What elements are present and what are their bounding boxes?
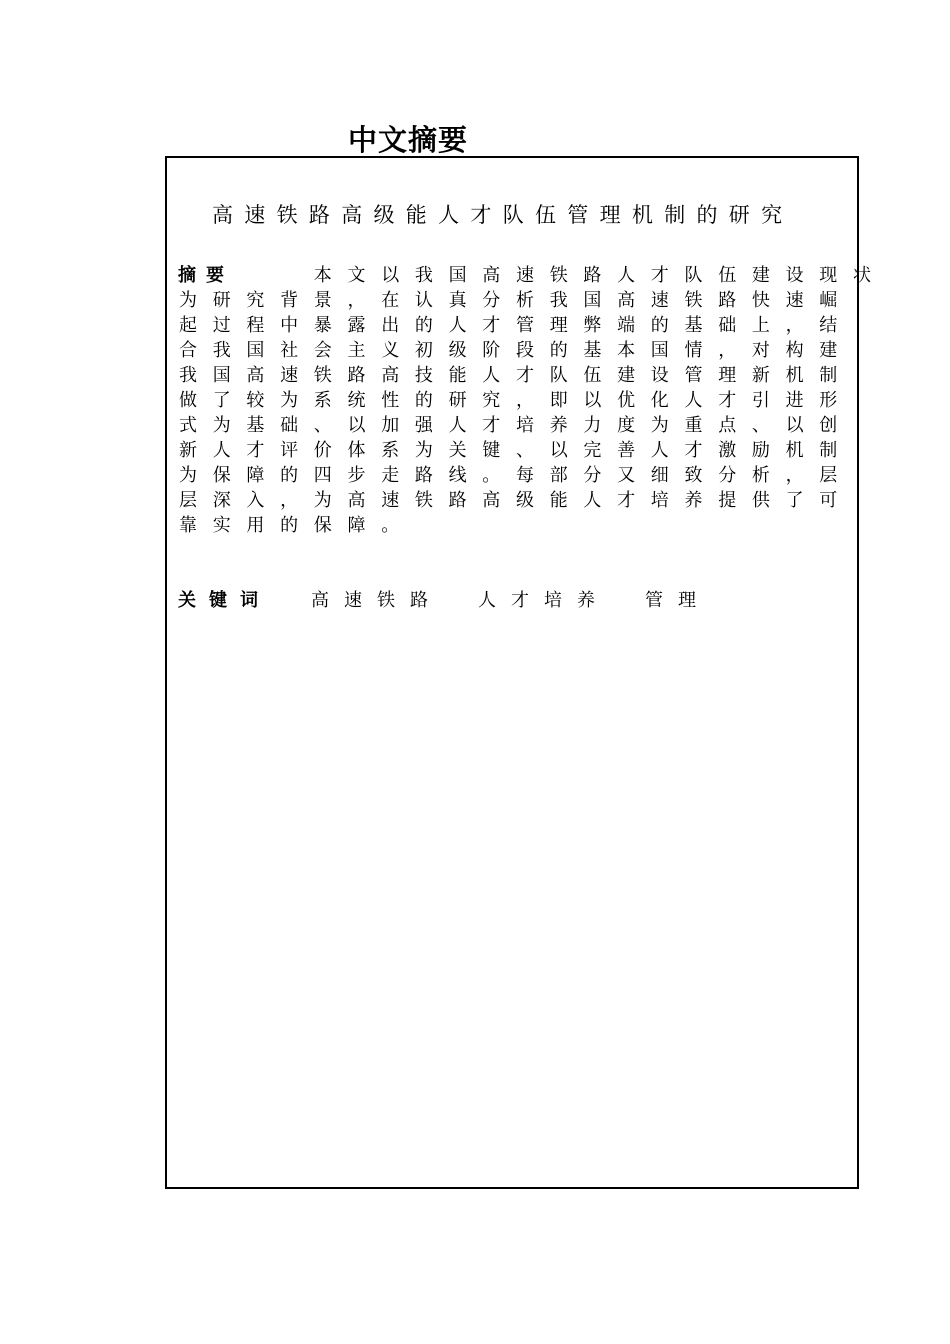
abstract-char: 靠 (179, 515, 197, 536)
abstract-char: 管 (684, 365, 703, 386)
abstract-char: 培 (650, 490, 669, 511)
abstract-char: 为 (179, 290, 197, 311)
abstract-char: 文 (347, 265, 366, 286)
abstract-char: 铁 (414, 490, 433, 511)
abstract-char: 完 (583, 440, 602, 461)
abstract-char: 我 (414, 265, 433, 286)
abstract-char: 建 (617, 365, 636, 386)
abstract-char: 制 (819, 365, 838, 386)
abstract-char: 较 (246, 390, 265, 411)
page-heading: 中文摘要 (348, 123, 469, 157)
abstract-char: 状 (853, 265, 871, 286)
abstract-char: 认 (414, 290, 433, 311)
abstract-char: 主 (347, 340, 366, 361)
abstract-char: 每 (516, 465, 534, 486)
keyword-item: 高速铁路 (311, 590, 443, 611)
abstract-char: 实 (212, 515, 231, 536)
abstract-char: 队 (549, 365, 568, 386)
abstract-char: 以 (381, 265, 400, 286)
abstract-char: 为 (212, 415, 231, 436)
abstract-char: 崛 (819, 290, 838, 311)
abstract-char: 本 (617, 340, 636, 361)
abstract-char: 为 (179, 465, 197, 486)
abstract-char: 人 (448, 315, 467, 336)
abstract-char: 伍 (583, 365, 602, 386)
abstract-char: 分 (718, 465, 737, 486)
abstract-char: 度 (617, 415, 636, 436)
abstract-char: ， (516, 390, 534, 411)
abstract-char: 分 (482, 290, 501, 311)
abstract-char: 部 (549, 465, 568, 486)
abstract-char: 层 (179, 490, 197, 511)
abstract-char: 、 (751, 415, 770, 436)
abstract-char: 人 (684, 390, 703, 411)
abstract-char: 入 (246, 490, 265, 511)
abstract-char: 的 (280, 465, 299, 486)
abstract-char: 理 (718, 365, 737, 386)
abstract-char: 评 (280, 440, 299, 461)
abstract-char: 善 (617, 440, 636, 461)
abstract-char: 级 (448, 340, 467, 361)
abstract-char: 以 (347, 415, 366, 436)
keyword-item: 管理 (645, 590, 711, 611)
abstract-char: 点 (718, 415, 737, 436)
abstract-char: 对 (751, 340, 770, 361)
abstract-char: 建 (819, 340, 838, 361)
abstract-char: 社 (280, 340, 299, 361)
abstract-char: 用 (246, 515, 265, 536)
abstract-char: 体 (347, 440, 366, 461)
abstract-char: 才 (246, 440, 265, 461)
abstract-char: 重 (684, 415, 703, 436)
abstract-char: 高 (246, 365, 265, 386)
abstract-char: 进 (785, 390, 804, 411)
abstract-char: 合 (179, 340, 197, 361)
abstract-char: 机 (785, 365, 804, 386)
abstract-char: 初 (414, 340, 433, 361)
abstract-char: 人 (212, 440, 231, 461)
abstract-char: 路 (583, 265, 602, 286)
abstract-char: 队 (684, 265, 703, 286)
abstract-char: 速 (280, 365, 299, 386)
abstract-char: 机 (785, 440, 804, 461)
abstract-char: 铁 (313, 365, 332, 386)
abstract-char: 我 (549, 290, 568, 311)
abstract-char: 引 (751, 390, 770, 411)
abstract-char: 研 (448, 390, 467, 411)
abstract-char: 人 (617, 265, 636, 286)
abstract-char: 速 (516, 265, 534, 286)
abstract-char: 致 (684, 465, 703, 486)
abstract-char: 可 (819, 490, 838, 511)
abstract-char: 路 (718, 290, 737, 311)
abstract-char: 以 (549, 440, 568, 461)
abstract-char: 中 (280, 315, 299, 336)
abstract-char: 础 (280, 415, 299, 436)
abstract-char: 暴 (313, 315, 332, 336)
abstract-char: 伍 (718, 265, 737, 286)
abstract-char: 统 (347, 390, 366, 411)
abstract-char: 障 (246, 465, 265, 486)
abstract-char: 起 (179, 315, 197, 336)
abstract-char: 保 (212, 465, 231, 486)
abstract-char: 阶 (482, 340, 501, 361)
abstract-char: 步 (347, 465, 366, 486)
abstract-char: 新 (751, 365, 770, 386)
abstract-char: 能 (549, 490, 568, 511)
abstract-char: 我 (212, 340, 231, 361)
abstract-char: 供 (751, 490, 770, 511)
abstract-char: 。 (381, 515, 400, 536)
abstract-char: 级 (516, 490, 534, 511)
abstract-char: 会 (313, 340, 332, 361)
abstract-char: 究 (482, 390, 501, 411)
abstract-char: 人 (650, 440, 669, 461)
abstract-char: 国 (650, 340, 669, 361)
abstract-char: 人 (448, 415, 467, 436)
abstract-char: 形 (819, 390, 838, 411)
abstract-char: 化 (650, 390, 669, 411)
abstract-char: 铁 (549, 265, 568, 286)
abstract-char: 国 (448, 265, 467, 286)
abstract-char: 键 (482, 440, 501, 461)
abstract-char: 人 (482, 365, 501, 386)
abstract-char: 国 (246, 340, 265, 361)
abstract-char: 才 (684, 440, 703, 461)
abstract-char: 上 (751, 315, 770, 336)
abstract-char: 义 (381, 340, 400, 361)
abstract-char: 提 (718, 490, 737, 511)
abstract-char: 深 (212, 490, 231, 511)
abstract-char: 、 (313, 415, 332, 436)
abstract-char: 四 (313, 465, 332, 486)
abstract-char: 才 (718, 390, 737, 411)
abstract-char: 础 (718, 315, 737, 336)
abstract-char: 障 (347, 515, 366, 536)
abstract-char: 加 (381, 415, 400, 436)
abstract-char: 理 (549, 315, 568, 336)
abstract-char: 新 (179, 440, 197, 461)
abstract-char: 情 (684, 340, 703, 361)
abstract-char: 的 (549, 340, 568, 361)
abstract-char: 国 (583, 290, 602, 311)
abstract-char: 层 (819, 465, 838, 486)
abstract-char: 的 (650, 315, 669, 336)
abstract-char: 铁 (684, 290, 703, 311)
abstract-char: 高 (347, 490, 366, 511)
abstract-char: 的 (280, 515, 299, 536)
abstract-char: 价 (313, 440, 332, 461)
abstract-char: 关 (448, 440, 467, 461)
abstract-char: 能 (448, 365, 467, 386)
abstract-char: 路 (414, 465, 433, 486)
abstract-char: 为 (313, 490, 332, 511)
abstract-char: ， (785, 315, 804, 336)
abstract-char: 为 (280, 390, 299, 411)
abstract-char: 才 (482, 415, 501, 436)
abstract-char: 才 (516, 365, 534, 386)
abstract-char: 才 (617, 490, 636, 511)
abstract-char: 过 (212, 315, 231, 336)
abstract-char: 设 (650, 365, 669, 386)
abstract-char: 端 (617, 315, 636, 336)
abstract-char: 速 (785, 290, 804, 311)
abstract-char: 优 (617, 390, 636, 411)
abstract-char: 、 (516, 440, 534, 461)
abstract-char: 究 (246, 290, 265, 311)
abstract-label: 摘要 (178, 265, 234, 286)
abstract-char: 技 (414, 365, 433, 386)
abstract-char: 基 (583, 340, 602, 361)
abstract-char: 做 (179, 390, 197, 411)
abstract-char: 路 (347, 365, 366, 386)
abstract-char: 景 (313, 290, 332, 311)
abstract-char: 走 (381, 465, 400, 486)
abstract-char: 的 (414, 315, 433, 336)
abstract-char: 快 (751, 290, 770, 311)
abstract-char: 高 (482, 490, 501, 511)
abstract-char: 了 (212, 390, 231, 411)
abstract-char: 管 (516, 315, 534, 336)
abstract-char: 速 (650, 290, 669, 311)
abstract-char: 本 (313, 265, 332, 286)
abstract-char: 为 (414, 440, 433, 461)
abstract-char: 以 (785, 415, 804, 436)
abstract-char: 我 (179, 365, 197, 386)
abstract-char: 真 (448, 290, 467, 311)
abstract-char: 养 (549, 415, 568, 436)
abstract-char: 速 (381, 490, 400, 511)
abstract-char: 强 (414, 415, 433, 436)
abstract-char: 以 (583, 390, 602, 411)
abstract-char: 人 (583, 490, 602, 511)
abstract-char: 高 (617, 290, 636, 311)
abstract-char: 现 (819, 265, 838, 286)
abstract-char: 制 (819, 440, 838, 461)
abstract-char: 系 (381, 440, 400, 461)
abstract-char: 又 (617, 465, 636, 486)
abstract-char: 高 (482, 265, 501, 286)
abstract-char: ， (785, 465, 804, 486)
abstract-char: 线 (448, 465, 467, 486)
keywords-label: 关键词 (178, 590, 271, 611)
abstract-char: 国 (212, 365, 231, 386)
abstract-char: 分 (583, 465, 602, 486)
abstract-char: 基 (684, 315, 703, 336)
abstract-char: 程 (246, 315, 265, 336)
abstract-char: 式 (179, 415, 197, 436)
abstract-char: 养 (684, 490, 703, 511)
abstract-char: ， (280, 490, 299, 511)
abstract-char: 激 (718, 440, 737, 461)
abstract-char: 保 (313, 515, 332, 536)
abstract-char: 构 (785, 340, 804, 361)
abstract-char: 为 (650, 415, 669, 436)
abstract-char: 性 (381, 390, 400, 411)
abstract-char: 出 (381, 315, 400, 336)
abstract-char: 才 (650, 265, 669, 286)
abstract-char: 。 (482, 465, 501, 486)
abstract-char: 基 (246, 415, 265, 436)
abstract-char: 励 (751, 440, 770, 461)
abstract-char: 创 (819, 415, 838, 436)
abstract-char: 力 (583, 415, 602, 436)
abstract-char: 细 (650, 465, 669, 486)
abstract-char: 即 (549, 390, 568, 411)
abstract-char: 培 (516, 415, 534, 436)
abstract-char: 析 (751, 465, 770, 486)
abstract-char: 在 (381, 290, 400, 311)
abstract-char: 才 (482, 315, 501, 336)
abstract-char: 背 (280, 290, 299, 311)
abstract-char: 露 (347, 315, 366, 336)
abstract-char: 结 (819, 315, 838, 336)
abstract-char: 段 (516, 340, 534, 361)
keyword-item: 人才培养 (478, 590, 610, 611)
abstract-char: 研 (212, 290, 231, 311)
abstract-char: 弊 (583, 315, 602, 336)
thesis-title: 高速铁路高级能人才队伍管理机制的研究 (212, 203, 794, 227)
abstract-char: ， (347, 290, 366, 311)
abstract-char: ， (718, 340, 737, 361)
abstract-char: 了 (785, 490, 804, 511)
abstract-char: 的 (414, 390, 433, 411)
abstract-char: 路 (448, 490, 467, 511)
abstract-char: 建 (751, 265, 770, 286)
abstract-char: 析 (516, 290, 534, 311)
abstract-char: 高 (381, 365, 400, 386)
abstract-char: 设 (785, 265, 804, 286)
abstract-char: 系 (313, 390, 332, 411)
